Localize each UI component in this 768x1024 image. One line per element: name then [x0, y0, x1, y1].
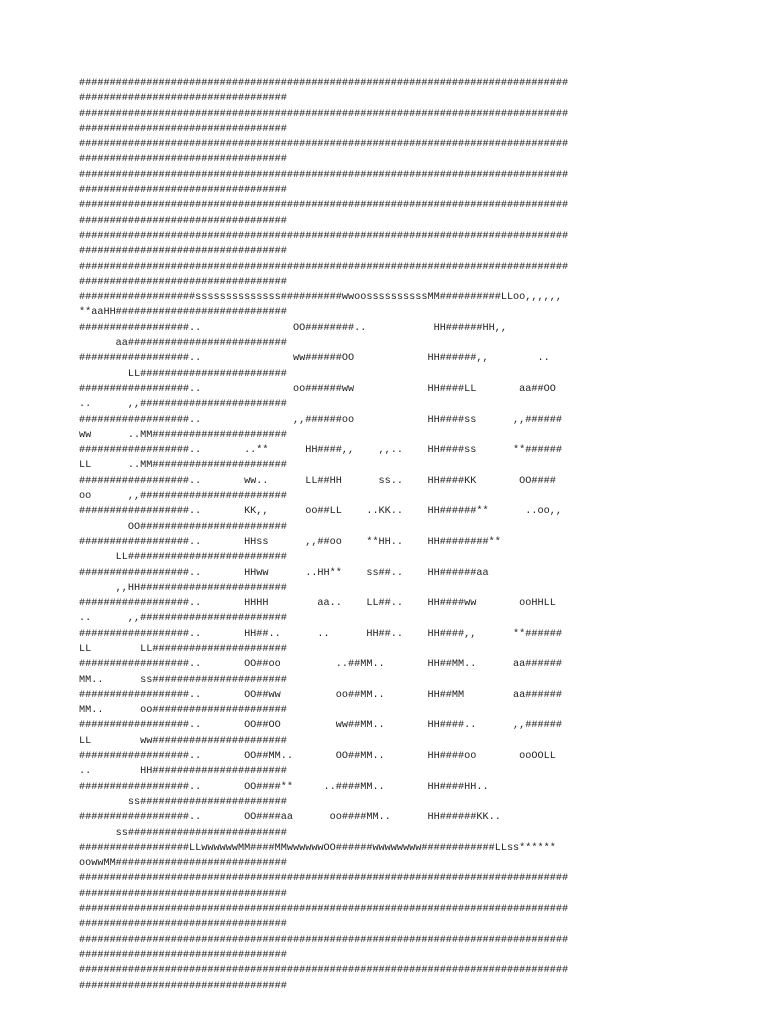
art-line: ################################################################################ — [79, 904, 569, 916]
art-line: ##################.. HH##.. .. HH##.. HH####,, **###### — [79, 628, 562, 640]
art-line: ################################################################################ — [79, 934, 569, 946]
art-line: ################################## — [79, 123, 287, 135]
art-line: ##################.. OO##OO ww##MM.. HH####.. ,,###### — [79, 720, 562, 732]
art-line: ################################################################################ — [79, 261, 569, 273]
art-line: ##################.. ww######OO HH######,, .. — [79, 353, 550, 365]
art-line: aa########################## — [79, 338, 287, 350]
art-line: ##################.. ..** HH####,, ,,.. HH####ss **###### — [79, 445, 562, 457]
art-line: ##################.. HHHH aa.. LL##.. HH####ww ooHHLL — [79, 598, 556, 610]
art-line: ##################.. oo######ww HH####LL aa##OO — [79, 383, 556, 395]
art-line: ss########################## — [79, 827, 287, 839]
art-line: ##################.. ,,######oo HH####ss ,,###### — [79, 414, 562, 426]
art-line: ##################.. KK,, oo##LL ..KK.. HH######** ..oo,, — [79, 506, 562, 518]
art-line: ##################.. OO##oo ..##MM.. HH##MM.. aa###### — [79, 659, 562, 671]
art-line: oowwMM############################ — [79, 858, 287, 870]
art-line: ################################## — [79, 276, 287, 288]
art-line: ###################ssssssssssssss##########wwoossssssssssMM##########LLoo,,,,,, — [79, 292, 562, 304]
art-line: ################################## — [79, 185, 287, 197]
art-line: LL########################## — [79, 552, 287, 564]
art-line: ##################.. OO########.. HH######HH,, — [79, 322, 507, 334]
art-line: ################################################################################ — [79, 169, 569, 181]
art-line: ##################.. OO##MM.. OO##MM.. HH####oo ooOOLL — [79, 751, 556, 763]
art-line: ################################################################################ — [79, 230, 569, 242]
art-line: ################################## — [79, 919, 287, 931]
art-line: **aaHH############################ — [79, 307, 287, 319]
art-line: ##################.. OO##ww oo##MM.. HH##MM aa###### — [79, 689, 562, 701]
art-line: ################################## — [79, 888, 287, 900]
art-line: ################################## — [79, 980, 287, 992]
art-line: OO######################## — [79, 521, 287, 533]
art-line: ################################################################################ — [79, 873, 569, 885]
art-line: oo ,,######################## — [79, 491, 287, 503]
art-line: ################################################################################ — [79, 108, 569, 120]
art-line: ################################################################################ — [79, 78, 569, 89]
art-line: ################################## — [79, 215, 287, 227]
art-line: .. ,,######################## — [79, 399, 287, 411]
art-line: ##################.. OO####aa oo####MM.. HH######KK.. — [79, 812, 501, 824]
art-line: .. ,,######################## — [79, 613, 287, 625]
art-line: LL LL###################### — [79, 643, 287, 655]
art-line: ss######################## — [79, 796, 287, 808]
ascii-art-document — [79, 76, 699, 994]
art-line: ##################.. OO####** ..####MM.. HH####HH.. — [79, 781, 489, 793]
art-line: ################################################################################ — [79, 139, 569, 151]
art-line: ##################.. HHww ..HH** ss##.. HH######aa — [79, 567, 489, 579]
art-line: ################################################################################ — [79, 965, 569, 977]
art-line: .. HH###################### — [79, 766, 287, 778]
art-line: ################################## — [79, 93, 287, 105]
art-line: ##################LLwwwwwwMM####MMwwwwwwOO######wwwwwwww############LLss****** — [79, 842, 556, 854]
art-line: MM.. ss###################### — [79, 674, 287, 686]
art-line: ################################## — [79, 949, 287, 961]
art-line: ##################.. HHss ,,##oo **HH.. HH########** — [79, 536, 501, 548]
art-line: ww ..MM###################### — [79, 429, 287, 441]
art-line: LL######################## — [79, 368, 287, 380]
art-line: ################################################################################ — [79, 200, 569, 212]
art-line: ##################.. ww.. LL##HH ss.. HH####KK OO#### — [79, 475, 556, 487]
art-line: MM.. oo###################### — [79, 705, 287, 717]
art-line: LL ww###################### — [79, 735, 287, 747]
art-line: ################################## — [79, 154, 287, 166]
art-line: ################################## — [79, 246, 287, 258]
art-line: LL ..MM###################### — [79, 460, 287, 472]
art-line: ,,HH######################## — [79, 582, 287, 594]
